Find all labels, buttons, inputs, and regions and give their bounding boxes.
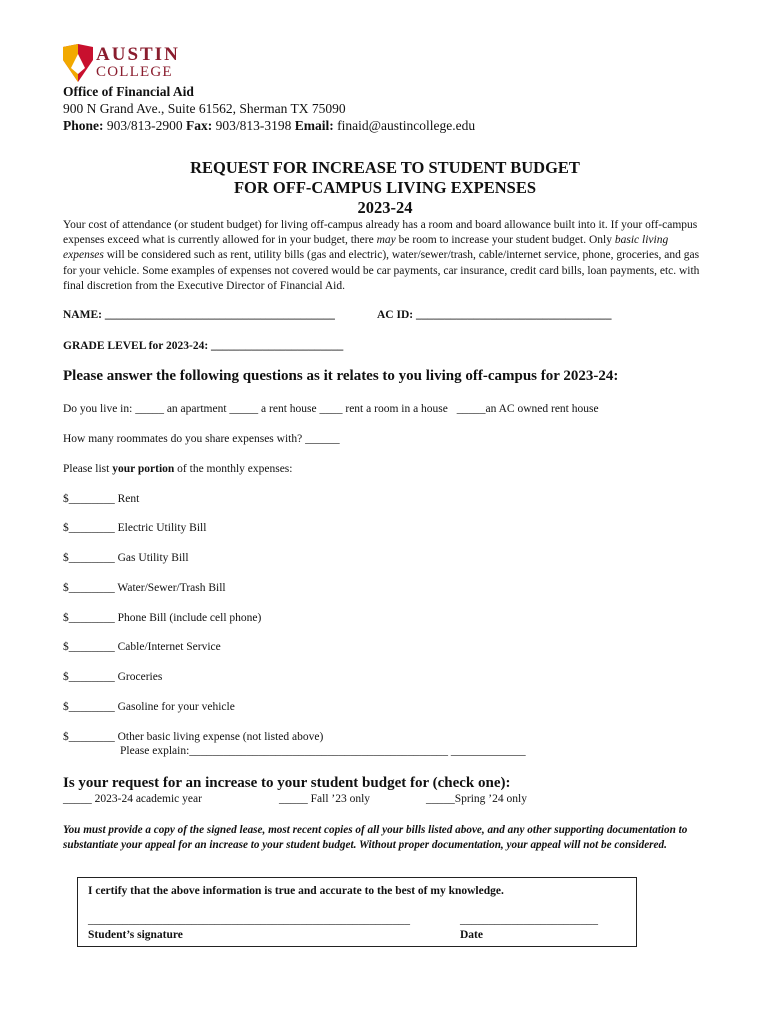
expense-row-cable[interactable]: $________ Cable/Internet Service [63, 641, 221, 653]
expense-row-electric[interactable]: $________ Electric Utility Bill [63, 522, 207, 534]
expense-row-phone[interactable]: $________ Phone Bill (include cell phone) [63, 612, 262, 624]
request-heading: Is your request for an increase to your student budget for (check one): [63, 775, 511, 791]
contact-line [63, 118, 475, 134]
date-label: Date [460, 929, 483, 941]
questions-heading: Please answer the following questions as it relates to you living off-campus for 2023-24: [63, 368, 619, 384]
option-rent-room[interactable]: ____ rent a room in a house [319, 403, 448, 415]
your-portion-emphasis: your portion [112, 463, 175, 475]
documentation-notice: You must provide a copy of the signed lease, most recent copies of all your bills listed above, and any other supporting documentation to substantiate your appeal for an increase to your student budget. Without proper documentation, your appeal will not be considered. [63, 824, 688, 851]
ac-id-field[interactable]: AC ID: __________________________________ [377, 309, 612, 321]
name-field[interactable]: NAME: ________________________________________ [63, 309, 335, 321]
roommates-question[interactable]: How many roommates do you share expenses with? ______ [63, 433, 340, 445]
expense-row-water[interactable]: $________ Water/Sewer/Trash Bill [63, 582, 226, 594]
option-academic-year[interactable]: _____ 2023-24 academic year [63, 793, 202, 805]
fax-number: 903/813-3198 [215, 118, 292, 133]
austin-college-logo [63, 44, 193, 82]
phone-label: Phone: [63, 118, 104, 133]
live-in-label: Do you live in: [63, 403, 133, 415]
logo-wordmark-college: COLLEGE [96, 64, 173, 80]
phone-number: 903/813-2900 [106, 118, 183, 133]
other-explain-field[interactable]: Please explain:_____________________________________________ _____________ [120, 745, 526, 757]
grade-level-field[interactable]: GRADE LEVEL for 2023-24: _______________________ [63, 340, 344, 352]
option-ac-owned-house[interactable]: _____an AC owned rent house [456, 403, 599, 415]
option-fall-only[interactable]: _____ Fall ’23 only [279, 793, 371, 805]
emphasis-may: may [376, 234, 396, 247]
expense-row-groceries[interactable]: $________ Groceries [63, 671, 163, 683]
certify-statement: I certify that the above information is true and accurate to the best of my knowledge. [88, 885, 504, 897]
office-name: Office of Financial Aid [63, 84, 194, 99]
fax-label: Fax: [186, 118, 213, 133]
certification-box [77, 877, 637, 947]
office-address: 900 N Grand Ave., Suite 61562, Sherman TX 75090 [63, 101, 346, 116]
expense-row-rent[interactable]: $________ Rent [63, 493, 140, 505]
intro-paragraph: Your cost of attendance (or student budget) for living off-campus already has a room and board allowance built into it. If your off-campus expenses exceed what is currently allowed for in your budget, there may be room to increase your student budget. Only basic living expenses will be considered such as rent, utility bills (gas and electric), water/sewer/trash, cable/internet service, phone, groceries, and gas for your vehicle. Some examples of expenses not covered would be car payments, car insurance, credit card bills, loan payments, etc. with final discretion from the Executive Director of Financial Aid. [63, 219, 700, 292]
option-spring-only[interactable]: _____Spring ’24 only [426, 793, 527, 805]
option-rent-house[interactable]: _____ a rent house [229, 403, 317, 415]
title-line-2: FOR OFF-CAMPUS LIVING EXPENSES [233, 178, 537, 197]
expense-row-gasoline[interactable]: $________ Gasoline for your vehicle [63, 701, 235, 713]
signature-line[interactable]: ________________________________________________________ [88, 914, 410, 926]
expense-row-gas[interactable]: $________ Gas Utility Bill [63, 552, 189, 564]
email-label: Email: [294, 118, 334, 133]
option-apartment[interactable]: _____ an apartment [135, 403, 227, 415]
logo-wordmark-austin: AUSTIN [96, 44, 180, 65]
title-line-3: 2023-24 [357, 198, 413, 217]
title-line-1: REQUEST FOR INCREASE TO STUDENT BUDGET [190, 158, 580, 177]
emphasis-basic-living-expenses: basic living expenses [63, 234, 669, 262]
signature-label: Student’s signature [88, 929, 183, 941]
date-line[interactable]: ________________________ [460, 914, 598, 926]
email-address: finaid@austincollege.edu [337, 118, 476, 133]
austin-college-shield-icon [63, 44, 93, 82]
form-title [0, 158, 770, 218]
expense-list-instruction: Please list your portion of the monthly expenses: [63, 463, 293, 475]
live-in-question [63, 403, 599, 415]
expense-row-other[interactable]: $________ Other basic living expense (not listed above) [63, 731, 324, 743]
